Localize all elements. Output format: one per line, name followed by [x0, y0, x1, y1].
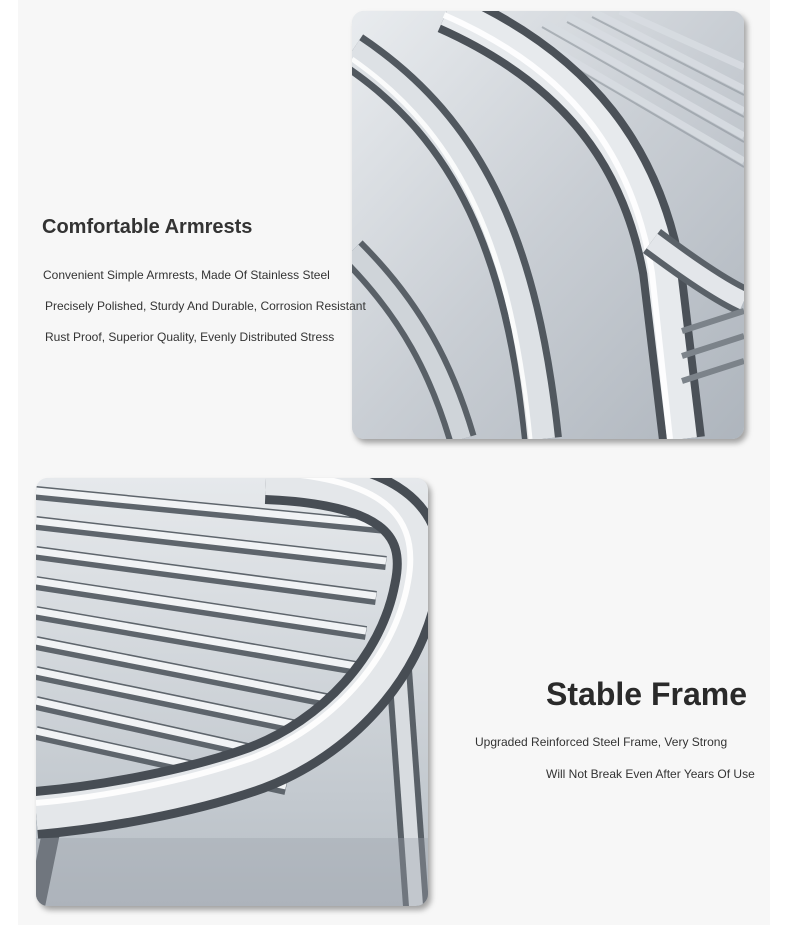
armrest-feature-line: Precisely Polished, Sturdy And Durable, Corrosion Resistant [45, 299, 366, 313]
armrest-section-title: Comfortable Armrests [42, 216, 253, 238]
stainless-steel-armrest-photo-icon [352, 11, 744, 439]
armrest-feature-line: Rust Proof, Superior Quality, Evenly Distributed Stress [45, 330, 335, 344]
frame-section-title: Stable Frame [546, 676, 747, 712]
stainless-steel-seat-frame-photo-icon [36, 478, 428, 906]
frame-feature-line: Upgraded Reinforced Steel Frame, Very Strong [475, 735, 728, 749]
frame-photo [36, 478, 428, 906]
frame-feature-line: Will Not Break Even After Years Of Use [546, 767, 755, 781]
armrest-photo [352, 11, 744, 439]
armrest-feature-line: Convenient Simple Armrests, Made Of Stainless Steel [43, 268, 330, 282]
